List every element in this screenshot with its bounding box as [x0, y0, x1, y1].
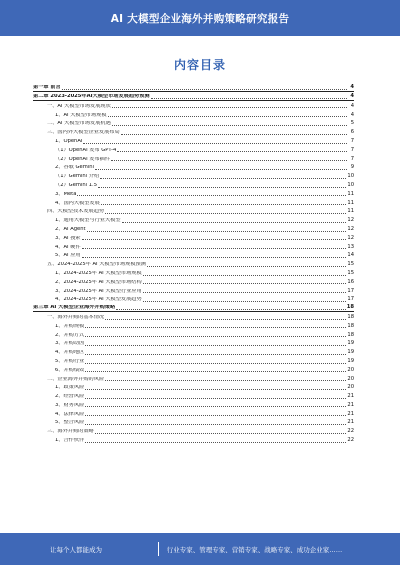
toc-entry-label: 三、海外并购的策略: [47, 429, 94, 435]
toc-entry-page: 17: [347, 296, 354, 303]
toc-entry-page: 10: [347, 181, 354, 188]
table-of-contents: [33, 83, 354, 444]
toc-entry-label: 3、Meta: [55, 191, 77, 197]
toc-entry-label: 第三章 AI 大模型企业海外并购策略: [33, 305, 116, 311]
toc-leader-dots: [143, 288, 347, 294]
toc-entry-label: 1、政策风险: [55, 385, 85, 391]
toc-entry[interactable]: [33, 382, 354, 391]
toc-entry-page: 22: [347, 428, 354, 435]
header-band: [0, 0, 400, 36]
toc-leader-dots: [143, 296, 347, 302]
toc-leader-dots: [147, 261, 346, 267]
toc-entry-label: 4、国内大模型发展: [55, 200, 100, 206]
toc-entry-label: 2、2024-2025年 AI 大模型市场结构: [55, 279, 142, 285]
toc-leader-dots: [101, 200, 347, 206]
toc-entry-page: 19: [347, 357, 354, 364]
toc-leader-dots: [116, 304, 346, 310]
toc-entry[interactable]: [33, 303, 354, 312]
toc-entry[interactable]: [33, 294, 354, 303]
toc-entry-page: 19: [347, 349, 354, 356]
toc-entry-page: 18: [347, 313, 354, 320]
toc-entry-page: 18: [346, 304, 354, 311]
toc-entry-page: 15: [347, 261, 354, 268]
toc-entry[interactable]: [33, 321, 354, 330]
toc-entry[interactable]: [33, 241, 354, 250]
toc-entry-label: 一、海外并购的基本情况: [47, 314, 105, 320]
toc-entry[interactable]: [33, 391, 354, 400]
toc-entry-page: 19: [347, 340, 354, 347]
toc-entry[interactable]: [33, 356, 354, 365]
toc-leader-dots: [85, 393, 346, 399]
toc-entry-page: 18: [347, 331, 354, 338]
toc-entry-label: 3、AI 搜索: [55, 235, 81, 241]
toc-leader-dots: [122, 217, 347, 223]
toc-entry-label: （2）Gemini 1.5: [55, 182, 98, 188]
toc-entry-label: 二、AI 大模型市场发展机遇: [47, 121, 111, 127]
toc-entry-page: 4: [350, 93, 354, 99]
toc-leader-dots: [111, 156, 347, 162]
toc-entry-page: 5: [350, 120, 354, 127]
toc-entry[interactable]: [33, 162, 354, 171]
toc-entry-label: 5、并购行业: [55, 358, 85, 364]
toc-entry[interactable]: [33, 109, 354, 118]
toc-entry-label: 第一章 前言: [33, 85, 61, 91]
toc-leader-dots: [82, 235, 347, 241]
toc-entry[interactable]: [33, 250, 354, 259]
toc-entry-page: 9: [350, 164, 354, 171]
toc-leader-dots: [85, 402, 346, 408]
toc-entry-label: 2、谷歌 Gemini: [55, 165, 94, 171]
toc-entry-label: 1、OpenAI: [55, 138, 83, 144]
toc-leader-dots: [151, 93, 347, 99]
toc-leader-dots: [112, 120, 347, 126]
toc-entry-label: （1）OpenAI 发布 GPT-4: [55, 147, 117, 153]
toc-leader-dots: [85, 340, 346, 346]
toc-entry[interactable]: [33, 312, 354, 321]
toc-entry[interactable]: [33, 127, 354, 136]
toc-entry[interactable]: [33, 118, 354, 127]
toc-entry-label: 1、合作伙伴: [55, 438, 85, 444]
toc-entry-label: 三、国内外大模型企业发展布局: [47, 130, 120, 136]
toc-leader-dots: [77, 191, 346, 197]
toc-entry[interactable]: [33, 400, 354, 409]
toc-leader-dots: [85, 419, 346, 425]
toc-entry[interactable]: [33, 92, 354, 101]
toc-entry-page: 12: [347, 217, 354, 224]
toc-entry-label: 五、2024-2025年 AI 大模型市场规模预测: [47, 262, 146, 268]
toc-leader-dots: [98, 182, 346, 188]
toc-entry-label: 2、AI Agent: [55, 226, 86, 232]
toc-entry-page: 4: [350, 111, 354, 118]
toc-entry-label: 2、并购方式: [55, 332, 85, 338]
toc-entry-page: 7: [350, 137, 354, 144]
toc-entry-label: 4、法律风险: [55, 411, 85, 417]
toc-entry-page: 20: [347, 375, 354, 382]
toc-leader-dots: [85, 358, 346, 364]
footer-divider: [158, 542, 159, 556]
toc-entry[interactable]: [33, 233, 354, 242]
toc-entry-label: （2）OpenAI 发布插件: [55, 156, 111, 162]
toc-leader-dots: [143, 279, 347, 285]
toc-leader-dots: [112, 103, 347, 109]
toc-entry-label: 2、经营风险: [55, 394, 85, 400]
toc-entry-label: 5、AI 应用: [55, 253, 81, 259]
toc-entry-label: 四、大模型技术发展趋势: [47, 209, 105, 215]
toc-entry-page: 7: [350, 155, 354, 162]
toc-entry-page: 4: [350, 102, 354, 109]
toc-entry[interactable]: [33, 329, 354, 338]
toc-entry-page: 12: [347, 225, 354, 232]
toc-leader-dots: [85, 349, 346, 355]
toc-entry-label: 第二章 2023-2025年AI大模型市场发展趋势预测: [33, 94, 150, 99]
toc-entry-page: 21: [347, 410, 354, 417]
toc-entry[interactable]: [33, 145, 354, 154]
toc-entry[interactable]: [33, 408, 354, 417]
footer-slogan: 让每个人都能成为: [50, 545, 102, 554]
toc-entry[interactable]: [33, 365, 354, 374]
toc-leader-dots: [95, 428, 347, 434]
toc-leader-dots: [143, 270, 347, 276]
toc-entry-label: 4、AI 硬件: [55, 244, 81, 250]
toc-leader-dots: [85, 323, 346, 329]
toc-entry[interactable]: [33, 180, 354, 189]
toc-entry-page: 6: [350, 129, 354, 136]
toc-leader-dots: [95, 164, 347, 170]
toc-entry-page: 12: [347, 234, 354, 241]
toc-leader-dots: [108, 112, 347, 118]
toc-entry-label: 3、并购动因: [55, 341, 85, 347]
toc-entry[interactable]: [33, 268, 354, 277]
toc-entry-label: 1、并购规模: [55, 323, 85, 329]
toc-leader-dots: [62, 84, 347, 90]
toc-leader-dots: [85, 384, 346, 390]
toc-entry-label: 5、整合风险: [55, 420, 85, 426]
toc-entry-label: 4、并购地区: [55, 350, 85, 356]
toc-entry[interactable]: [33, 373, 354, 382]
toc-entry[interactable]: [33, 197, 354, 206]
toc-entry[interactable]: [33, 189, 354, 198]
toc-entry-page: 16: [347, 278, 354, 285]
toc-leader-dots: [85, 367, 346, 373]
toc-entry[interactable]: [33, 259, 354, 268]
toc-leader-dots: [82, 244, 347, 250]
toc-entry-page: 13: [347, 243, 354, 250]
toc-entry-page: 18: [347, 322, 354, 329]
toc-entry[interactable]: [33, 435, 354, 444]
toc-entry-page: 15: [347, 269, 354, 276]
toc-entry-page: 21: [347, 393, 354, 400]
toc-entry[interactable]: [33, 224, 354, 233]
toc-leader-dots: [85, 411, 346, 417]
toc-entry-page: 7: [350, 146, 354, 153]
toc-entry-page: 11: [347, 190, 354, 197]
toc-entry-label: 3、财务风险: [55, 402, 85, 408]
toc-leader-dots: [121, 129, 347, 135]
toc-entry-label: 4、2024-2025年 AI 大模型发展趋势: [55, 297, 142, 303]
toc-entry-label: 1、2024-2025年 AI 大模型市场规模: [55, 270, 142, 276]
toc-leader-dots: [105, 314, 346, 320]
toc-entry-label: （1）Gemini 介绍: [55, 174, 100, 180]
toc-entry-page: 11: [347, 199, 354, 206]
toc-leader-dots: [105, 376, 346, 382]
toc-entry[interactable]: [33, 101, 354, 110]
toc-leader-dots: [82, 252, 347, 258]
toc-entry-page: 4: [350, 84, 354, 91]
toc-entry[interactable]: [33, 136, 354, 145]
toc-leader-dots: [100, 173, 346, 179]
toc-leader-dots: [105, 208, 346, 214]
toc-entry-label: 6、并购绩效: [55, 367, 85, 373]
footer-roles: 行业专家、管理专家、营销专家、战略专家、成功企业家……: [166, 545, 343, 554]
toc-entry[interactable]: [33, 83, 354, 92]
toc-leader-dots: [117, 147, 347, 153]
toc-entry-page: 17: [347, 287, 354, 294]
footer-band: [0, 533, 400, 565]
toc-entry-page: 21: [347, 419, 354, 426]
toc-leader-dots: [85, 332, 346, 338]
toc-entry-page: 11: [347, 208, 354, 215]
toc-heading: 内容目录: [173, 58, 226, 72]
toc-entry[interactable]: [33, 338, 354, 347]
toc-entry[interactable]: [33, 206, 354, 215]
toc-entry[interactable]: [33, 171, 354, 180]
toc-entry[interactable]: [33, 215, 354, 224]
toc-leader-dots: [83, 138, 347, 144]
toc-entry[interactable]: [33, 285, 354, 294]
toc-entry-page: 10: [347, 173, 354, 180]
toc-entry[interactable]: [33, 153, 354, 162]
toc-entry[interactable]: [33, 277, 354, 286]
toc-entry-page: 20: [347, 384, 354, 391]
toc-entry-label: 一、AI 大模型市场发展现状: [47, 103, 111, 109]
toc-leader-dots: [85, 437, 346, 443]
toc-entry-label: 3、2024-2025年 AI 大模型行业应用: [55, 288, 142, 294]
toc-entry[interactable]: [33, 347, 354, 356]
report-title: AI 大模型企业海外并购策略研究报告: [110, 12, 290, 25]
toc-entry[interactable]: [33, 426, 354, 435]
toc-entry-page: 21: [347, 401, 354, 408]
toc-leader-dots: [87, 226, 347, 232]
toc-entry-label: 1、通用大模型与行业大模型: [55, 218, 121, 224]
toc-entry-page: 22: [347, 437, 354, 444]
toc-entry-label: 1、AI 大模型市场规模: [55, 112, 107, 118]
toc-entry-page: 20: [347, 366, 354, 373]
toc-entry-page: 14: [347, 252, 354, 259]
toc-entry[interactable]: [33, 417, 354, 426]
toc-entry-label: 二、企业海外并购的风险: [47, 376, 105, 382]
